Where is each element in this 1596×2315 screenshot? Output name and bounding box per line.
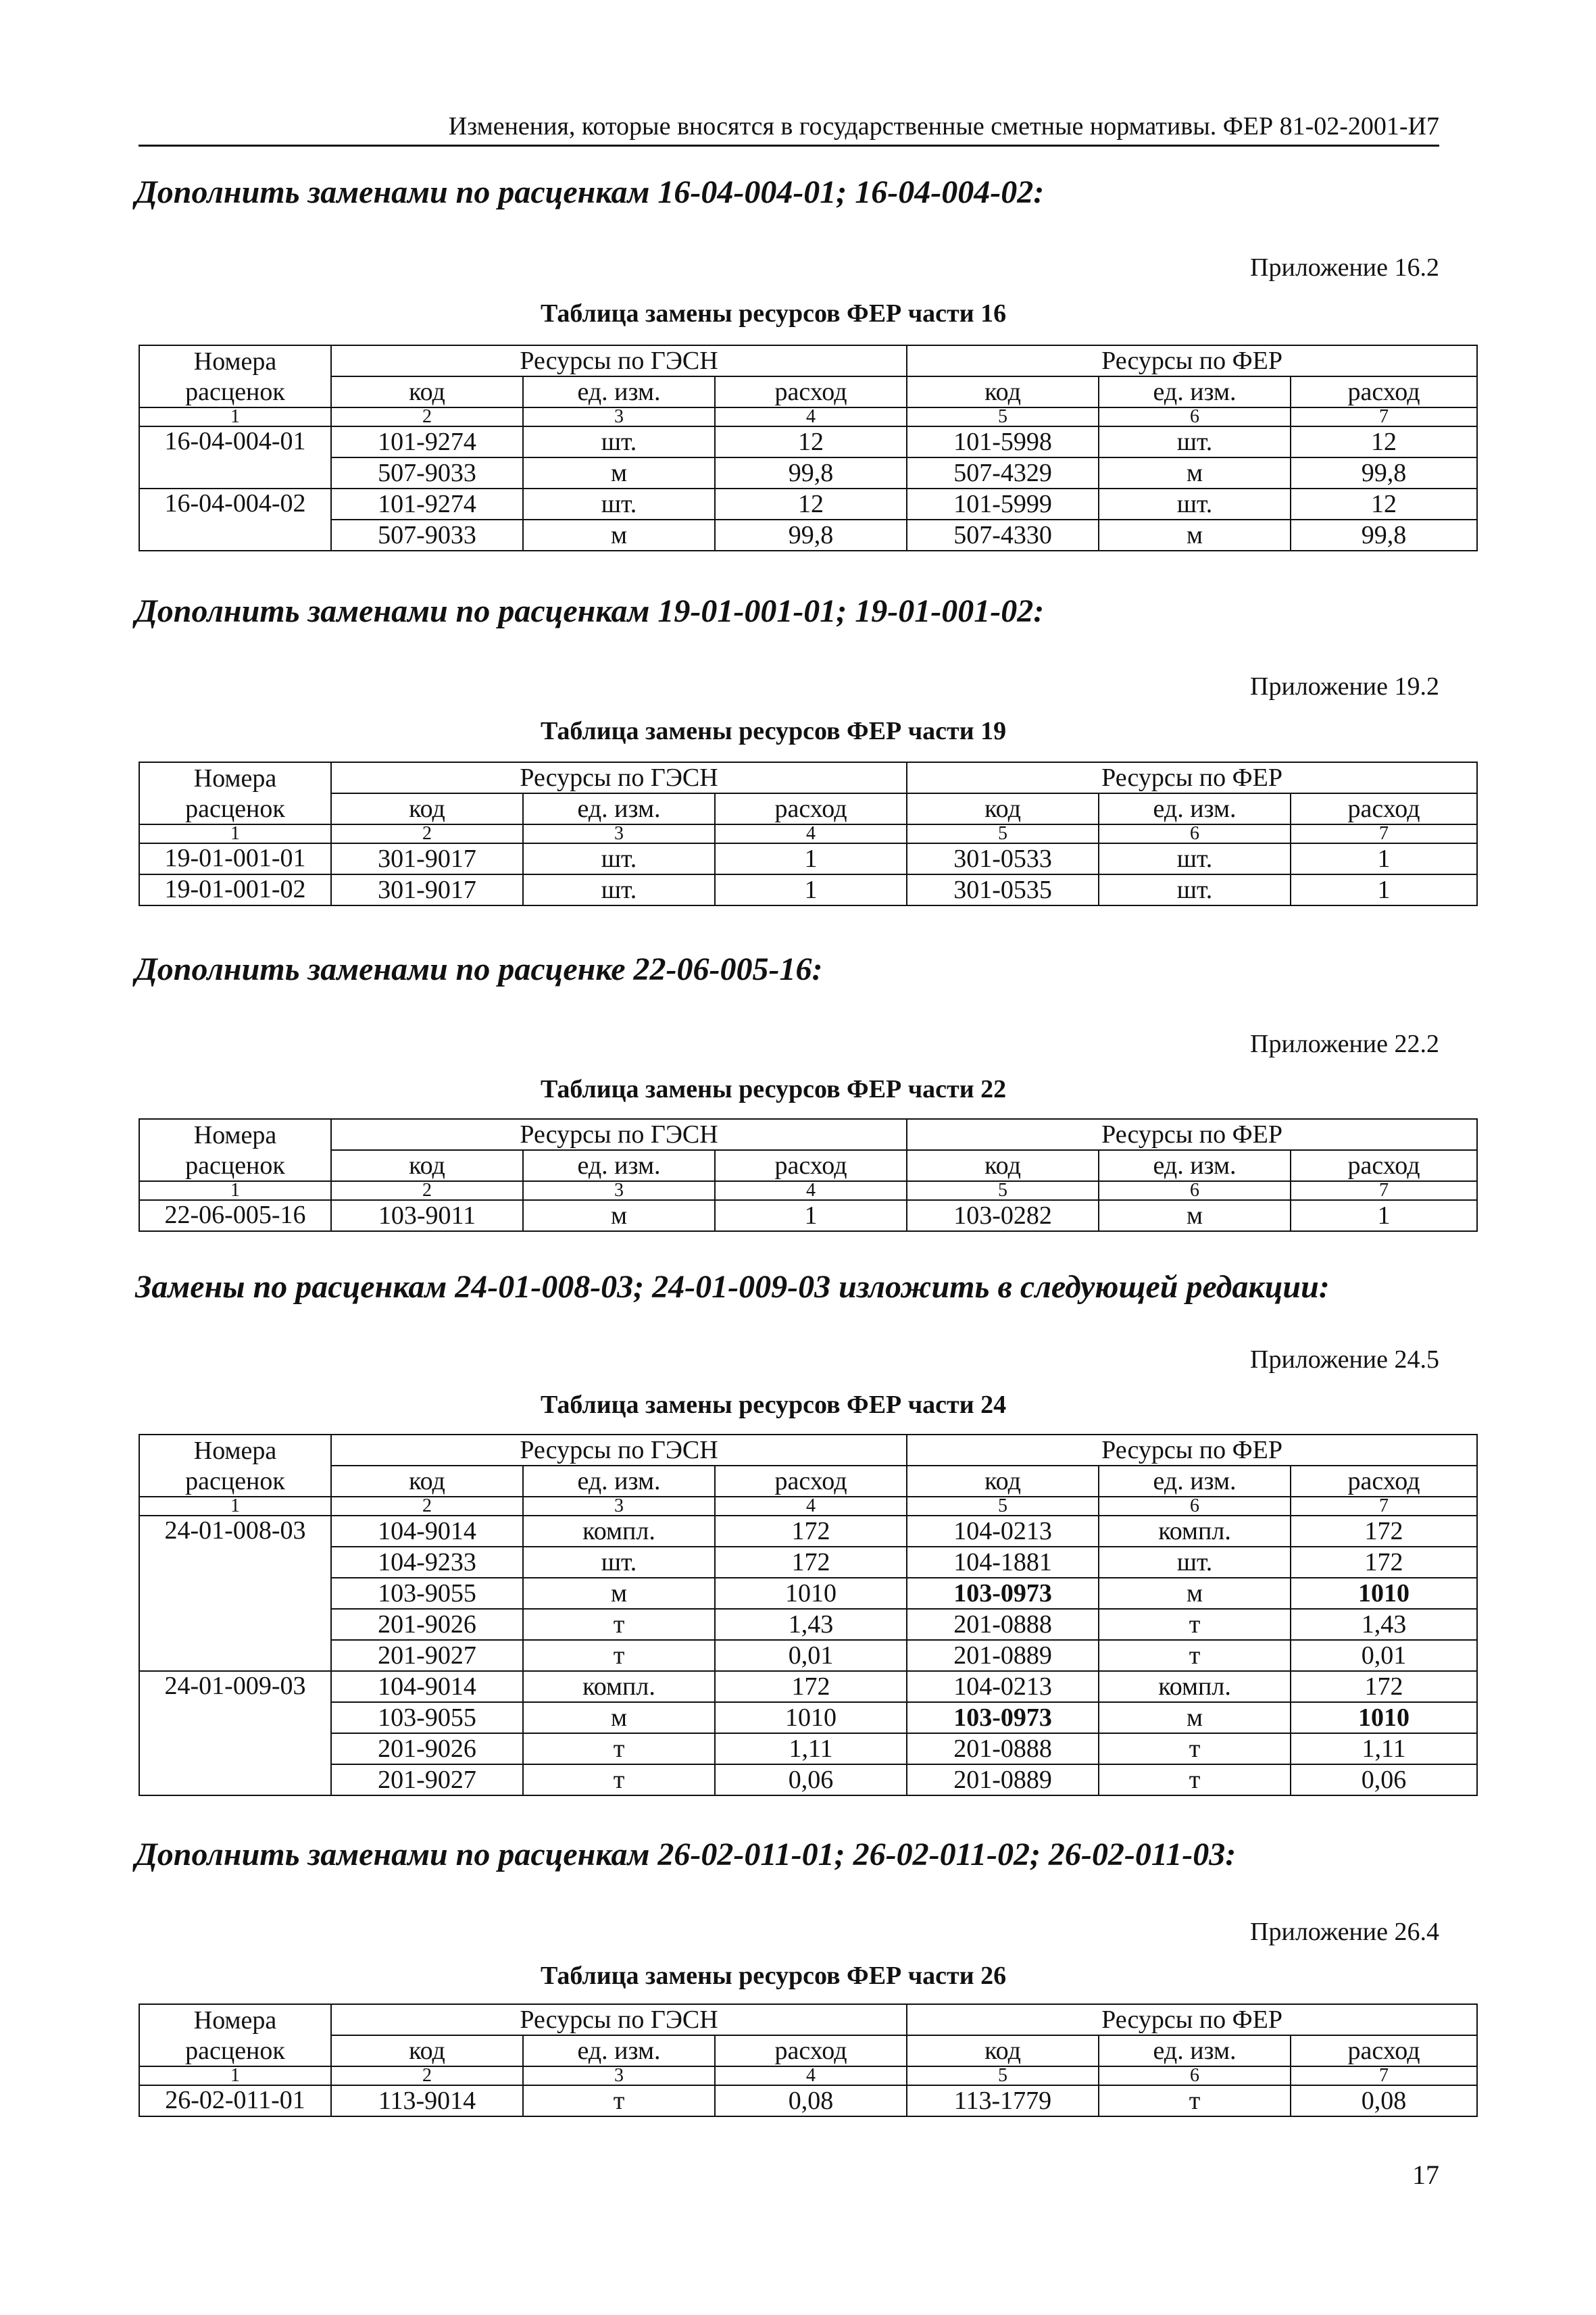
table-cell: 12 [715, 426, 907, 457]
table-subheader-row [139, 1466, 1477, 1497]
header-rate-numbers: Номера [139, 345, 331, 376]
table-cell: шт. [523, 426, 715, 457]
header-code: код [331, 2035, 523, 2066]
table-cell: 101-5999 [907, 489, 1099, 520]
header-unit: ед. изм. [1099, 376, 1291, 407]
table-cell: 1,43 [1291, 1609, 1477, 1640]
table-cell: 1 [715, 874, 907, 905]
header-rate-label: расценок [139, 793, 331, 824]
table-cell: т [1099, 2085, 1291, 2116]
column-number: 3 [523, 2066, 715, 2085]
table-cell: 12 [1291, 489, 1477, 520]
table-cell: 1,11 [1291, 1733, 1477, 1764]
table-caption: Таблица замены ресурсов ФЕР части 22 [541, 1075, 1007, 1103]
replacement-table [139, 345, 1478, 551]
column-number: 2 [331, 824, 523, 843]
header-rate-numbers: Номера [139, 2004, 331, 2035]
header-code: код [907, 1150, 1099, 1181]
table-cell: 172 [715, 1547, 907, 1578]
table-cell: м [523, 457, 715, 489]
column-number: 2 [331, 1497, 523, 1516]
table-subheader-row [139, 793, 1477, 824]
column-number-row [139, 824, 1477, 843]
table-cell: т [523, 1733, 715, 1764]
table-cell: шт. [523, 843, 715, 874]
table-cell: 1010 [715, 1578, 907, 1609]
replacement-table [139, 2003, 1478, 2117]
table-cell: т [523, 1609, 715, 1640]
table-cell: шт. [1099, 843, 1291, 874]
table-cell: 301-0533 [907, 843, 1099, 874]
table-row [139, 1640, 1477, 1671]
table-cell: 1 [1291, 843, 1477, 874]
table-cell: 201-9027 [331, 1764, 523, 1795]
column-number: 1 [139, 1181, 331, 1200]
header-unit: ед. изм. [523, 793, 715, 824]
column-number: 5 [907, 1181, 1099, 1200]
header-rate-label: расценок [139, 1150, 331, 1181]
column-number: 7 [1291, 2066, 1477, 2085]
column-number: 7 [1291, 824, 1477, 843]
header-rate-numbers: Номера [139, 1435, 331, 1466]
header-consumption: расход [1291, 1466, 1477, 1497]
table-caption: Таблица замены ресурсов ФЕР части 24 [541, 1391, 1007, 1419]
appendix-label: Приложение 19.2 [1250, 672, 1439, 701]
table-cell: 113-1779 [907, 2085, 1099, 2116]
header-rate-numbers: Номера [139, 762, 331, 793]
header-rate-label: расценок [139, 2035, 331, 2066]
header-unit: ед. изм. [1099, 2035, 1291, 2066]
header-gesn-resources: Ресурсы по ГЭСН [331, 1435, 907, 1466]
header-code: код [331, 376, 523, 407]
column-number: 2 [331, 1181, 523, 1200]
table-cell: 99,8 [1291, 520, 1477, 551]
section-heading: Замены по расценкам 24-01-008-03; 24-01-009-03 изложить в следующей редакции: [135, 1269, 1330, 1305]
column-number: 7 [1291, 1497, 1477, 1516]
table-header-row [139, 345, 1477, 376]
table-cell: 1 [1291, 1200, 1477, 1231]
table-cell: 99,8 [715, 457, 907, 489]
header-consumption: расход [1291, 793, 1477, 824]
table-cell: шт. [1099, 1547, 1291, 1578]
table-cell: 0,06 [715, 1764, 907, 1795]
table-cell: 1 [715, 1200, 907, 1231]
header-gesn-resources: Ресурсы по ГЭСН [331, 762, 907, 793]
header-unit: ед. изм. [1099, 1466, 1291, 1497]
header-consumption: расход [715, 1150, 907, 1181]
table-cell: т [523, 1640, 715, 1671]
table-cell: 104-9014 [331, 1671, 523, 1702]
appendix-label: Приложение 16.2 [1250, 253, 1439, 282]
table-cell: 172 [715, 1671, 907, 1702]
table-cell: 113-9014 [331, 2085, 523, 2116]
table-cell: м [1099, 1702, 1291, 1733]
header-consumption: расход [715, 793, 907, 824]
section-heading: Дополнить заменами по расценкам 19-01-001-01; 19-01-001-02: [135, 593, 1045, 629]
table-cell: 103-9055 [331, 1702, 523, 1733]
column-number: 1 [139, 1497, 331, 1516]
header-rate-label: расценок [139, 376, 331, 407]
table-cell: м [1099, 1200, 1291, 1231]
table-cell: 1,43 [715, 1609, 907, 1640]
table-header-row [139, 1119, 1477, 1150]
column-number: 3 [523, 1181, 715, 1200]
column-number: 2 [331, 407, 523, 426]
table-cell: шт. [523, 489, 715, 520]
column-number: 2 [331, 2066, 523, 2085]
column-number: 4 [715, 1181, 907, 1200]
table-cell: 99,8 [1291, 457, 1477, 489]
table-cell: 103-9055 [331, 1578, 523, 1609]
table-row [139, 1516, 1477, 1547]
column-number: 3 [523, 407, 715, 426]
table-cell: м [523, 520, 715, 551]
column-number: 3 [523, 1497, 715, 1516]
table-cell: шт. [1099, 874, 1291, 905]
table-row [139, 1764, 1477, 1795]
header-code: код [907, 793, 1099, 824]
table-cell: 0,01 [715, 1640, 907, 1671]
rate-number: 16-04-004-02 [139, 489, 331, 551]
table-row [139, 1671, 1477, 1702]
column-number: 1 [139, 2066, 331, 2085]
replacement-table [139, 1118, 1478, 1232]
table-row [139, 1702, 1477, 1733]
header-code: код [331, 793, 523, 824]
table-cell: м [1099, 457, 1291, 489]
header-code: код [907, 1466, 1099, 1497]
header-consumption: расход [715, 2035, 907, 2066]
running-header: Изменения, которые вносятся в государственные сметные нормативы. ФЕР 81-02-2001-И7 [139, 109, 1439, 147]
table-cell: 0,08 [1291, 2085, 1477, 2116]
header-fer-resources: Ресурсы по ФЕР [907, 762, 1477, 793]
table-cell: 101-9274 [331, 489, 523, 520]
column-number: 6 [1099, 1497, 1291, 1516]
column-number-row [139, 407, 1477, 426]
table-cell: 201-0889 [907, 1640, 1099, 1671]
column-number: 6 [1099, 1181, 1291, 1200]
table-cell: 1010 [1291, 1578, 1477, 1609]
table-row [139, 1733, 1477, 1764]
header-gesn-resources: Ресурсы по ГЭСН [331, 2004, 907, 2035]
section-heading: Дополнить заменами по расценке 22-06-005-16: [135, 951, 823, 987]
header-code: код [907, 2035, 1099, 2066]
table-row [139, 1547, 1477, 1578]
table-caption: Таблица замены ресурсов ФЕР части 26 [541, 1962, 1007, 1990]
column-number: 4 [715, 824, 907, 843]
header-gesn-resources: Ресурсы по ГЭСН [331, 1119, 907, 1150]
header-consumption: расход [715, 376, 907, 407]
header-fer-resources: Ресурсы по ФЕР [907, 1119, 1477, 1150]
header-fer-resources: Ресурсы по ФЕР [907, 345, 1477, 376]
appendix-label: Приложение 24.5 [1250, 1345, 1439, 1374]
page-number: 17 [1412, 2160, 1439, 2190]
column-number: 6 [1099, 2066, 1291, 2085]
header-code: код [331, 1466, 523, 1497]
table-cell: шт. [523, 874, 715, 905]
table-caption: Таблица замены ресурсов ФЕР части 19 [541, 717, 1007, 745]
table-cell: компл. [1099, 1516, 1291, 1547]
table-cell: м [523, 1200, 715, 1231]
table-cell: т [1099, 1640, 1291, 1671]
table-header-row [139, 2004, 1477, 2035]
table-cell: 104-1881 [907, 1547, 1099, 1578]
table-cell: м [1099, 520, 1291, 551]
appendix-label: Приложение 26.4 [1250, 1918, 1439, 1946]
table-cell: 1 [1291, 874, 1477, 905]
table-cell: 103-9011 [331, 1200, 523, 1231]
table-cell: 201-0888 [907, 1733, 1099, 1764]
table-cell: 507-4329 [907, 457, 1099, 489]
section-heading: Дополнить заменами по расценкам 26-02-011-01; 26-02-011-02; 26-02-011-03: [135, 1837, 1237, 1872]
column-number-row [139, 1181, 1477, 1200]
rate-number: 22-06-005-16 [139, 1200, 331, 1231]
rate-number: 24-01-009-03 [139, 1671, 331, 1795]
replacement-table [139, 762, 1478, 906]
table-row [139, 1609, 1477, 1640]
rate-number: 24-01-008-03 [139, 1516, 331, 1671]
table-subheader-row [139, 376, 1477, 407]
table-cell: компл. [1099, 1671, 1291, 1702]
column-number: 4 [715, 407, 907, 426]
table-cell: т [1099, 1764, 1291, 1795]
header-consumption: расход [1291, 2035, 1477, 2066]
header-fer-resources: Ресурсы по ФЕР [907, 1435, 1477, 1466]
table-cell: 0,08 [715, 2085, 907, 2116]
column-number: 3 [523, 824, 715, 843]
column-number: 5 [907, 824, 1099, 843]
header-unit: ед. изм. [523, 1466, 715, 1497]
table-row [139, 426, 1477, 457]
table-cell: 1010 [715, 1702, 907, 1733]
table-cell: т [523, 1764, 715, 1795]
header-consumption: расход [1291, 376, 1477, 407]
table-cell: 201-9026 [331, 1609, 523, 1640]
header-fer-resources: Ресурсы по ФЕР [907, 2004, 1477, 2035]
table-cell: 1 [715, 843, 907, 874]
table-cell: 301-9017 [331, 843, 523, 874]
column-number: 4 [715, 1497, 907, 1516]
header-rate-label: расценок [139, 1466, 331, 1497]
column-number: 6 [1099, 824, 1291, 843]
table-row [139, 874, 1477, 905]
table-cell: 507-9033 [331, 520, 523, 551]
appendix-label: Приложение 22.2 [1250, 1030, 1439, 1058]
header-consumption: расход [715, 1466, 907, 1497]
table-row [139, 489, 1477, 520]
table-cell: 0,01 [1291, 1640, 1477, 1671]
table-cell: 301-9017 [331, 874, 523, 905]
column-number-row [139, 2066, 1477, 2085]
table-header-row [139, 1435, 1477, 1466]
header-code: код [331, 1150, 523, 1181]
table-cell: 172 [1291, 1547, 1477, 1578]
rate-number: 19-01-001-01 [139, 843, 331, 874]
section-heading: Дополнить заменами по расценкам 16-04-004-01; 16-04-004-02: [135, 174, 1045, 210]
table-cell: м [1099, 1578, 1291, 1609]
table-cell: 301-0535 [907, 874, 1099, 905]
column-number: 6 [1099, 407, 1291, 426]
header-rate-numbers: Номера [139, 1119, 331, 1150]
table-cell: 201-9026 [331, 1733, 523, 1764]
column-number: 1 [139, 824, 331, 843]
column-number: 5 [907, 2066, 1099, 2085]
column-number: 5 [907, 407, 1099, 426]
table-cell: 12 [715, 489, 907, 520]
table-cell: 1,11 [715, 1733, 907, 1764]
table-cell: 104-0213 [907, 1671, 1099, 1702]
table-cell: т [523, 2085, 715, 2116]
column-number: 7 [1291, 1181, 1477, 1200]
column-number: 1 [139, 407, 331, 426]
table-cell: 99,8 [715, 520, 907, 551]
table-cell: 201-0888 [907, 1609, 1099, 1640]
table-cell: 201-0889 [907, 1764, 1099, 1795]
header-unit: ед. изм. [1099, 793, 1291, 824]
table-cell: шт. [523, 1547, 715, 1578]
table-row [139, 520, 1477, 551]
header-unit: ед. изм. [523, 2035, 715, 2066]
table-row [139, 1200, 1477, 1231]
table-cell: 104-9233 [331, 1547, 523, 1578]
table-row [139, 1578, 1477, 1609]
table-cell: т [1099, 1609, 1291, 1640]
rate-number: 16-04-004-01 [139, 426, 331, 489]
table-subheader-row [139, 2035, 1477, 2066]
header-unit: ед. изм. [1099, 1150, 1291, 1181]
header-gesn-resources: Ресурсы по ГЭСН [331, 345, 907, 376]
column-number-row [139, 1497, 1477, 1516]
table-header-row [139, 762, 1477, 793]
table-cell: 103-0973 [907, 1578, 1099, 1609]
column-number: 4 [715, 2066, 907, 2085]
table-cell: м [523, 1578, 715, 1609]
table-caption: Таблица замены ресурсов ФЕР части 16 [541, 299, 1007, 328]
table-cell: 0,06 [1291, 1764, 1477, 1795]
table-cell: м [523, 1702, 715, 1733]
header-unit: ед. изм. [523, 376, 715, 407]
table-cell: компл. [523, 1516, 715, 1547]
table-cell: 172 [715, 1516, 907, 1547]
table-row [139, 843, 1477, 874]
table-cell: 172 [1291, 1671, 1477, 1702]
table-cell: т [1099, 1733, 1291, 1764]
table-cell: 172 [1291, 1516, 1477, 1547]
rate-number: 26-02-011-01 [139, 2085, 331, 2116]
table-cell: 507-4330 [907, 520, 1099, 551]
table-cell: 104-0213 [907, 1516, 1099, 1547]
table-cell: 103-0973 [907, 1702, 1099, 1733]
rate-number: 19-01-001-02 [139, 874, 331, 905]
table-cell: 104-9014 [331, 1516, 523, 1547]
table-subheader-row [139, 1150, 1477, 1181]
table-cell: 103-0282 [907, 1200, 1099, 1231]
column-number: 7 [1291, 407, 1477, 426]
header-consumption: расход [1291, 1150, 1477, 1181]
header-unit: ед. изм. [523, 1150, 715, 1181]
header-code: код [907, 376, 1099, 407]
replacement-table [139, 1434, 1478, 1796]
table-row [139, 457, 1477, 489]
table-cell: 201-9027 [331, 1640, 523, 1671]
table-cell: 101-9274 [331, 426, 523, 457]
table-cell: шт. [1099, 489, 1291, 520]
table-cell: компл. [523, 1671, 715, 1702]
table-cell: шт. [1099, 426, 1291, 457]
table-row [139, 2085, 1477, 2116]
table-cell: 1010 [1291, 1702, 1477, 1733]
table-cell: 507-9033 [331, 457, 523, 489]
table-cell: 101-5998 [907, 426, 1099, 457]
table-cell: 12 [1291, 426, 1477, 457]
column-number: 5 [907, 1497, 1099, 1516]
